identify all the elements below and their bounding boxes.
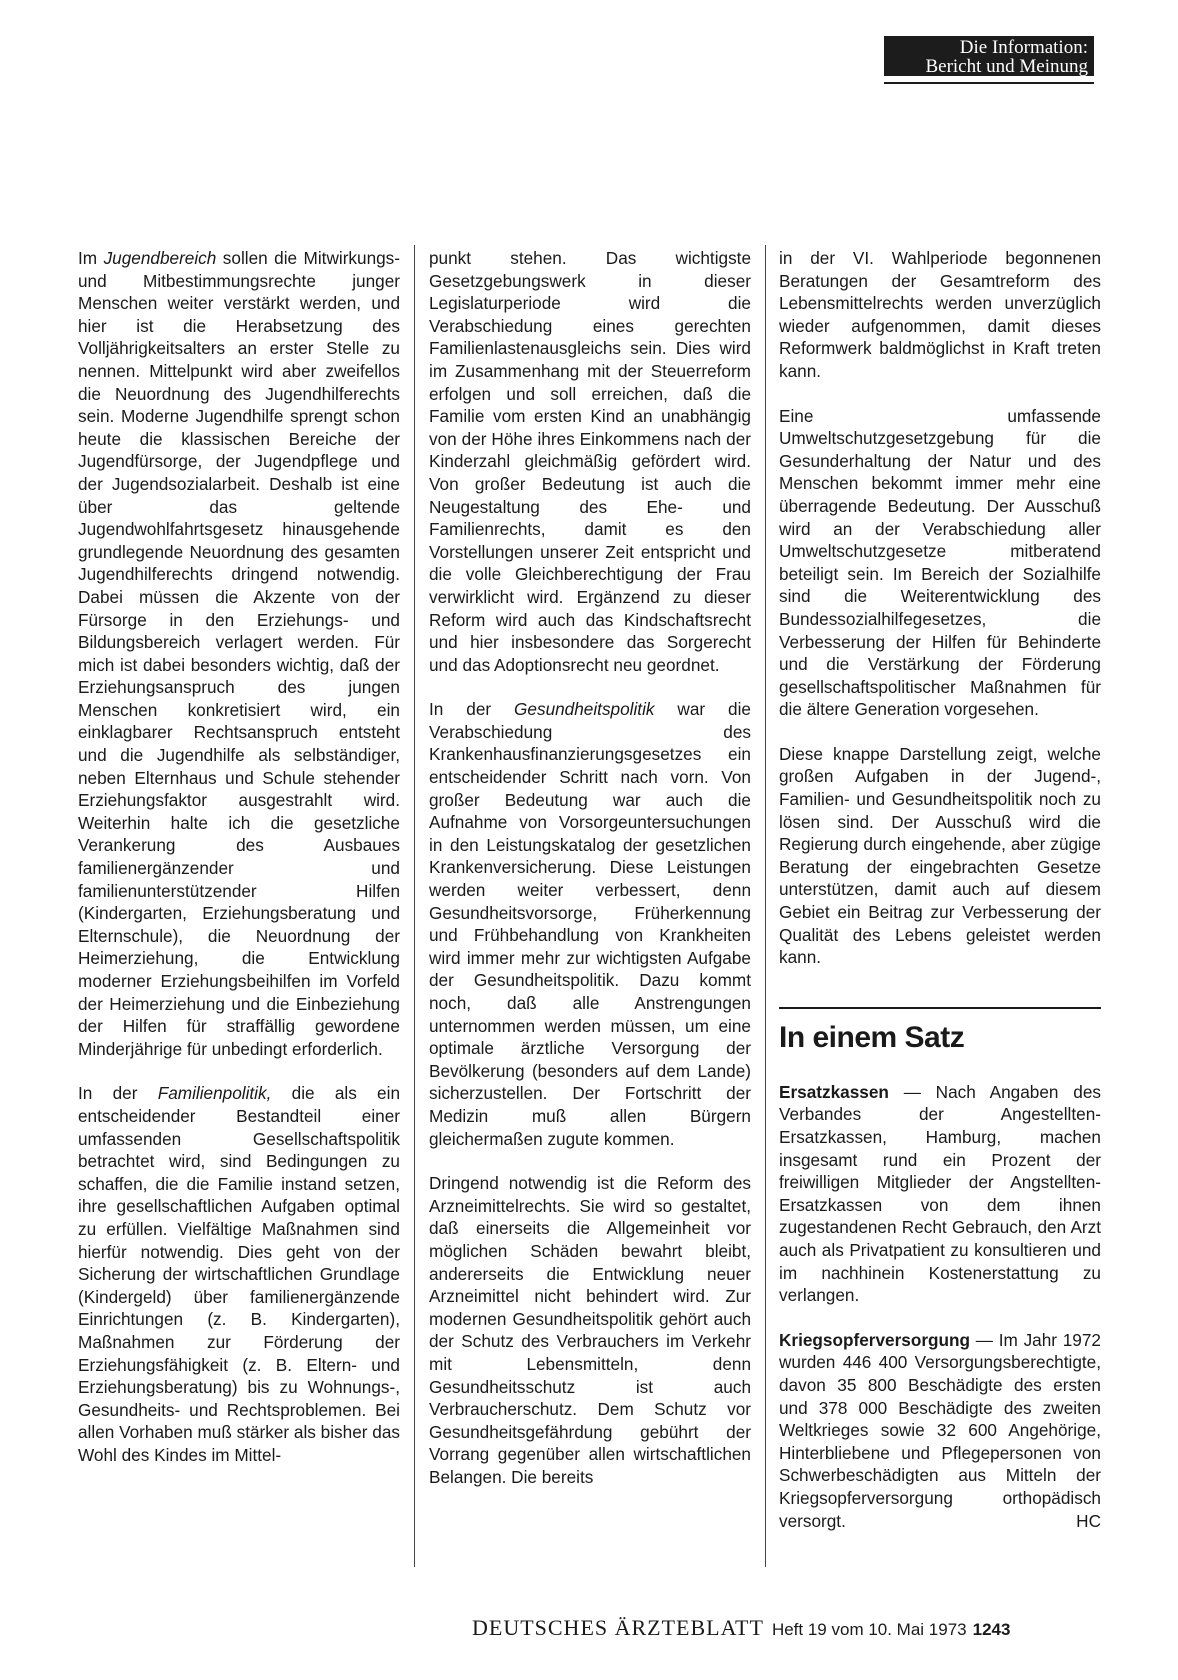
journal-name: DEUTSCHES ÄRZTEBLATT bbox=[472, 1615, 764, 1640]
page-number: 1243 bbox=[972, 1620, 1011, 1639]
article-column-2 bbox=[429, 247, 751, 1488]
paragraph-umweltschutz: Eine umfassende Umweltschutzgesetzgebung für die Gesunderhaltung der Natur und des Menschen bekommt immer mehr eine überragende Bedeutung. Der Ausschuß wird an der Verabschiedung aller Umweltschutzgesetze mitberatend beteiligt sein. Im Bereich der Sozialhilfe sind die Weiterentwicklung des Bundessozialhilfegesetzes, die Verbesserung der Hilfen für Behinderte und die Verstärkung der Förderung gesellschaftspolitischer Maßnahmen für die ältere Generation vorgesehen. bbox=[779, 405, 1101, 720]
paragraph-familienlastenausgleich: punkt stehen. Das wichtigste Gesetzgebungswerk in dieser Legislaturperiode wird die Verabschiedung eines gerechten Familienlastenausgleichs sein. Dies wird im Zusammenhang mit der Steuerreform erfolgen und soll erreichen, daß die Familie vom ersten Kind an unabhängig von der Höhe ihres Einkommens nach der Kinderzahl gleichmäßig gefördert wird. Von großer Bedeutung ist auch die Neugestaltung des Ehe- und Familienrechts, damit es den Vorstellungen unserer Zeit entspricht und die volle Gleichberechtigung der Frau verwirklicht wird. Ergänzend zu dieser Reform wird auch das Kindschaftsrecht und hier insbesondere das Sorgerecht und das Adoptionsrecht neu geordnet. bbox=[429, 248, 751, 675]
news-item-lead: Kriegsopferversorgung bbox=[779, 1329, 971, 1350]
header-rule bbox=[884, 82, 1094, 84]
term-jugendbereich: Jugendbereich bbox=[103, 248, 217, 268]
paragraph-lebensmittelrecht: in der VI. Wahlperiode begonnenen Beratungen der Gesamtreform des Lebensmittelrechts werden unverzüglich wieder aufgenommen, damit dieses Reformwerk baldmöglichst in Kraft treten kann. bbox=[779, 248, 1101, 381]
section-header-line2: Bericht und Meinung bbox=[925, 56, 1088, 77]
paragraph-arzneimittelrecht: Dringend notwendig ist die Reform des Arzneimittelrechts. Sie wird so gestaltet, daß einerseits die Allgemeinheit vor möglichen Schäden bewahrt bleibt, andererseits die Entwicklung neuer Arzneimittel nicht behindert wird. Zur modernen Gesundheitspolitik gehört auch der Schutz des Verbrauchers im Verkehr mit Lebensmitteln, denn Gesundheitsschutz ist auch Verbraucherschutz. Dem Schutz vor Gesundheitsgefährdung gebührt der Vorrang gegenüber allen wirtschaftlichen Belangen. Die bereits bbox=[429, 1173, 751, 1487]
in-brief-rule bbox=[779, 1007, 1101, 1009]
section-header-line1: Die Information: bbox=[959, 37, 1088, 58]
paragraph-jugendbereich: Im Jugendbereich sollen die Mitwirkungs- und Mitbestimmungsrechte junger Menschen weiter verstärkt werden, und hier ist die Herabsetzung des Volljährigkeitsalters an erster Stelle zu nennen. Mittelpunkt wird aber zweifellos die Neuordnung des Jugendhilferechts sein. Moderne Jugendhilfe sprengt schon heute die klassischen Bereiche der Jugendfürsorge, der Jugendpflege und der Jugendsozialarbeit. Deshalb ist eine über das geltende Jugendwohlfahrtsgesetz hinausgehende grundlegende Neuordnung des gesamten Jugendhilferechts dringend notwendig. Dabei müssen die Akzente von der Fürsorge in den Erziehungs- und Bildungsbereich verlagert werden. Für mich ist dabei besonders wichtig, daß der Erziehungsanspruch des jungen Menschen konkretisiert wird, ein einklagbarer Rechtsanspruch entsteht und die Jugendhilfe als selbständiger, neben Elternhaus und Schule stehender Erziehungsfaktor ausgestrahlt wird. Weiterhin halte ich die gesetzliche Verankerung des Ausbaues familienergänzender und familienunterstützender Hilfen (Kindergarten, Erziehungsberatung und Elternschule), die Neuordnung der Heimerziehung, die Entwicklung moderner Erziehungsbeihilfen im Vorfeld der Heimerziehung und die Einbeziehung der Hilfen für straffällig gewordene Minderjährige für unbedingt erforderlich. bbox=[78, 248, 401, 1059]
paragraph-zusammenfassung: Diese knappe Darstellung zeigt, welche großen Aufgaben in der Jugend-, Familien- und Gesundheitspolitik noch zu lösen sind. Der Ausschuß wird die Regierung durch eingehende, aber zügige Beratung der eingebrachten Gesetze unterstützen, damit auch auf diesem Gebiet ein Beitrag zur Verbesserung der Qualität des Lebens geleistet werden kann. bbox=[779, 743, 1101, 968]
article-column-3 bbox=[779, 247, 1101, 1532]
page-footer bbox=[472, 1615, 1092, 1641]
paragraph-familienpolitik: In der Familienpolitik, die als ein entscheidender Bestandteil einer umfassenden Gesellschaftspolitik betrachtet wird, sind Bedingungen zu schaffen, die die Familie instand setzen, ihre gesellschaftlichen Aufgaben optimal zu erfüllen. Vielfältige Maßnahmen sind hierfür notwendig. Dies geht von der Sicherung der wirtschaftlichen Grundlage (Kindergeld) über familienergänzende Einrichtungen (z. B. Kindergarten), Maßnahmen zur Förderung der Erziehungsfähigkeit (z. B. Eltern- und Erziehungsberatung) bis zu Wohnungs-, Gesundheits- und Rechtsproblemen. Bei allen Vorhaben muß stärker als bisher das Wohl des Kindes im Mittel- bbox=[78, 1083, 400, 1465]
in-brief-title: In einem Satz bbox=[779, 1020, 965, 1054]
author-initials: HC bbox=[1076, 1510, 1101, 1531]
article-column-1 bbox=[78, 247, 400, 1466]
term-gesundheitspolitik: Gesundheitspolitik bbox=[514, 699, 655, 720]
issue-info: Heft 19 vom 10. Mai 1973 bbox=[771, 1620, 967, 1639]
news-item-lead: Ersatzkassen bbox=[779, 1081, 889, 1102]
term-familienpolitik: Familienpolitik, bbox=[157, 1083, 272, 1104]
column-divider-1 bbox=[414, 245, 415, 1567]
column-divider-2 bbox=[765, 245, 766, 1567]
section-header-box bbox=[884, 36, 1094, 76]
news-item-kriegsopferversorgung: Kriegsopferversorgung — Im Jahr 1972 wurden 446 400 Versorgungsberechtigte, davon 35 800 Beschädigte des ersten und 378 000 Beschädigte des zweiten Weltkrieges sowie 32 600 Angehörige, Hinterbliebene und Pflegepersonen von Schwerbeschädigten aus Mitteln der Kriegsopferversorgung orthopädisch versorgt. HC bbox=[779, 1329, 1101, 1531]
paragraph-gesundheitspolitik: In der Gesundheitspolitik war die Verabschiedung des Krankenhausfinanzierungsgesetzes ein entscheidender Schritt nach vorn. Von großer Bedeutung war auch die Aufnahme von Vorsorgeuntersuchungen in den Leistungskatalog der gesetzlichen Krankenversicherung. Diese Leistungen werden weiter verbessert, denn Gesundheitsvorsorge, Früherkennung und Frühbehandlung von Krankheiten wird immer mehr zur wichtigsten Aufgabe der Gesundheitspolitik. Dazu kommt noch, daß alle Anstrengungen unternommen werden müssen, um eine optimale ärztliche Versorgung der Bevölkerung (besonders auf dem Lande) sicherzustellen. Der Fortschritt der Medizin muß allen Bürgern gleichermaßen zugute kommen. bbox=[429, 699, 751, 1149]
news-item-ersatzkassen: Ersatzkassen — Nach Angaben des Verbandes der Angestellten-Ersatzkassen, Hamburg, machen insgesamt rund ein Prozent der freiwilligen Mitglieder der Angstellten-Ersatzkassen von dem ihnen zugestandenen Recht Gebrauch, den Arzt auch als Privatpatient zu konsultieren und im nachhinein Kostenerstattung zu verlangen. bbox=[779, 1081, 1101, 1306]
